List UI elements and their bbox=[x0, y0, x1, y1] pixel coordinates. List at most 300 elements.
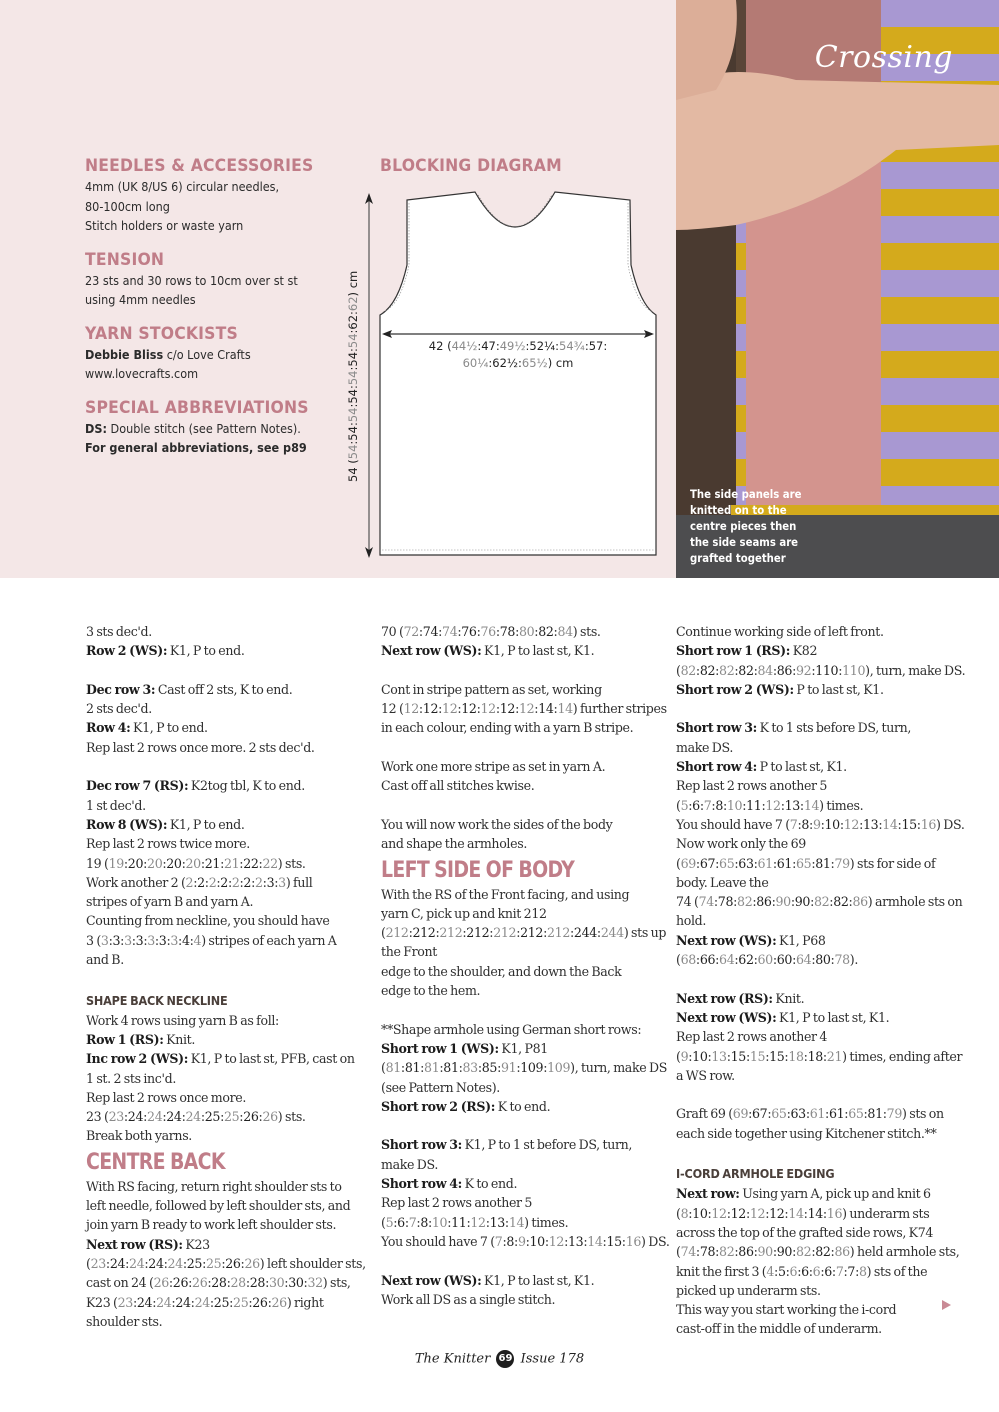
size-value: 80 bbox=[815, 952, 831, 968]
instruction-row bbox=[381, 1039, 671, 1097]
text-line: cast-off in the middle of underarm. bbox=[676, 1321, 882, 1337]
size-value: 62½ bbox=[492, 356, 519, 370]
row-label: Short row 2 (WS): bbox=[676, 681, 794, 697]
size-value: 86 bbox=[738, 1244, 754, 1260]
text-line: Work 4 rows using yarn B as foll: bbox=[86, 1012, 279, 1028]
size-value: 26 bbox=[192, 1275, 208, 1291]
size-value: 2 bbox=[185, 874, 194, 890]
text-line: Break both yarns. bbox=[86, 1128, 192, 1144]
size-value: 85 bbox=[481, 1060, 498, 1076]
size-line: 23 (23:24:24:24:24:25:25:26:26) sts. bbox=[86, 1109, 306, 1125]
continue-arrow-icon bbox=[942, 1300, 951, 1310]
size-value: 44½ bbox=[451, 339, 478, 353]
text-line: make DS. bbox=[381, 1156, 439, 1172]
size-line: Rep last 2 rows another 4 (9:10:13:15:15:15:18:18:21) times, ending after a WS row. bbox=[676, 1029, 963, 1083]
size-value: 6 bbox=[789, 1263, 798, 1279]
size-value: 7 bbox=[703, 797, 712, 813]
size-value: 61 bbox=[828, 1106, 845, 1122]
size-value: 4 bbox=[193, 932, 202, 948]
size-run: K1, P68 (68:66:64:62:60:60:64:80:78). bbox=[676, 932, 859, 968]
instructions-column-1 bbox=[86, 622, 376, 1331]
size-value: 60 bbox=[757, 952, 773, 968]
size-value: 110 bbox=[842, 662, 866, 678]
size-run: 6 (8:10:12:12:12:12:14:14:16) underarm sts across the top of the grafted side rows, bbox=[676, 1186, 931, 1240]
abbreviations-heading: SPECIAL ABBREVIATIONS bbox=[85, 397, 309, 418]
size-value: 69 bbox=[732, 1106, 749, 1122]
size-value: 10 bbox=[726, 797, 743, 813]
row-label: Short row 1 (RS): bbox=[676, 643, 791, 659]
width-measurement-line1: 42 (44½:47:49½:52¼:54¾:57: bbox=[428, 339, 608, 353]
size-value: 86 bbox=[834, 1244, 850, 1260]
size-value: 60 bbox=[776, 952, 793, 968]
size-value: 7 bbox=[494, 1233, 503, 1249]
size-value: 4 bbox=[766, 1263, 775, 1279]
size-value: 28 bbox=[230, 1275, 246, 1291]
size-value: 24 bbox=[147, 1109, 163, 1125]
size-value: 8 bbox=[680, 1205, 689, 1221]
text-line: Continue working side of left front. bbox=[676, 624, 884, 639]
size-line: Work another 2 (2:2:2:2:2:2:2:3:3) full bbox=[86, 874, 313, 890]
size-value: 10 bbox=[824, 816, 840, 832]
size-value: 65 bbox=[848, 1106, 864, 1122]
general-abbreviations-text: For general abbreviations, see p89 bbox=[85, 440, 307, 455]
size-value: 10 bbox=[529, 1233, 545, 1249]
size-value: 26 bbox=[243, 1109, 259, 1125]
size-value: 61 bbox=[809, 1106, 826, 1122]
text-line: Cast off all stitches kwise. bbox=[381, 778, 535, 794]
row-text: K1, P to last st, PFB, cast on bbox=[188, 1051, 355, 1067]
stockist-brand-line bbox=[85, 345, 310, 365]
magazine-name: The Knitter bbox=[414, 1351, 491, 1367]
size-value: 3 bbox=[100, 932, 109, 948]
row-label: Dec row 3: bbox=[86, 681, 156, 697]
size-value: 3 bbox=[170, 932, 179, 948]
row-text: P to last st, K1. bbox=[793, 681, 884, 697]
needles-block bbox=[85, 155, 335, 236]
size-value: 86 bbox=[776, 662, 793, 678]
size-value: 82 bbox=[795, 1244, 812, 1260]
size-value: 14 bbox=[803, 797, 820, 813]
size-value: 12 bbox=[403, 701, 419, 717]
size-value: 12 bbox=[765, 797, 781, 813]
size-value: 12 bbox=[730, 1205, 746, 1221]
size-value: 57 bbox=[588, 339, 604, 353]
size-line: 19 (19:20:20:20:20:21:21:22:22) sts. bbox=[86, 855, 306, 871]
row-label: Short row 4: bbox=[381, 1176, 462, 1192]
size-value: 54 bbox=[346, 370, 360, 386]
size-value: 14 bbox=[807, 1205, 823, 1221]
text-line: You will now work the sides of the body bbox=[381, 816, 613, 832]
size-line: Now work only the 69 (69:67:65:63:61:61:65:81:79) sts for side of body. Leave the bbox=[676, 836, 936, 890]
size-value: 14 bbox=[557, 701, 573, 717]
brand-name: Debbie Bliss bbox=[85, 346, 164, 362]
text-line: Work one more stripe as set in yarn A. bbox=[381, 759, 606, 775]
blocking-diagram bbox=[345, 185, 665, 565]
row-label: Row 4: bbox=[86, 720, 131, 736]
size-value: 24 bbox=[175, 1294, 191, 1310]
tension-line: using 4mm needles bbox=[85, 292, 196, 307]
size-value: 12 bbox=[442, 701, 458, 717]
size-value: 25 bbox=[205, 1255, 222, 1271]
text-line: and shape the armholes. bbox=[381, 836, 527, 852]
size-value: 81 bbox=[443, 1060, 459, 1076]
size-value: 13 bbox=[784, 797, 800, 813]
size-value: 86 bbox=[852, 894, 868, 910]
size-value: 24 bbox=[109, 1255, 126, 1271]
caption-line: centre pieces then bbox=[690, 519, 797, 533]
instruction-row bbox=[381, 1097, 671, 1116]
size-value: 49½ bbox=[499, 339, 526, 353]
info-panel bbox=[0, 0, 676, 578]
row-text: K1, P to end. bbox=[167, 643, 245, 659]
text-line: With the RS of the Front facing, and using bbox=[381, 886, 630, 902]
size-value: 67 bbox=[699, 855, 716, 871]
size-value: 25 bbox=[213, 1294, 230, 1310]
size-value: 2 bbox=[220, 874, 228, 890]
abbreviations-block bbox=[85, 397, 335, 458]
page-number-badge: 69 bbox=[496, 1350, 514, 1368]
row-label: Short row 3: bbox=[676, 720, 757, 736]
size-value: 10 bbox=[431, 1214, 448, 1230]
size-value: 9 bbox=[680, 1048, 689, 1064]
size-value: 81 bbox=[404, 1060, 421, 1076]
size-value: 6 bbox=[801, 1263, 809, 1279]
size-value: 84 bbox=[757, 662, 773, 678]
size-value: 15 bbox=[769, 1048, 785, 1064]
size-value: 7 bbox=[835, 1263, 844, 1279]
instruction-row bbox=[86, 776, 376, 795]
size-value: 6 bbox=[692, 797, 700, 813]
text-line: 2 sts dec'd. bbox=[86, 701, 152, 717]
materials-section bbox=[85, 155, 335, 471]
size-value: 212 bbox=[412, 925, 436, 941]
size-value: 80 bbox=[518, 624, 535, 639]
size-line: You should have 7 (7:8:9:10:12:13:14:15:16) DS. bbox=[381, 1233, 670, 1249]
size-value: 86 bbox=[756, 894, 772, 910]
pattern-title: Crossing bbox=[814, 40, 953, 75]
needles-line: 4mm (UK 8/US 6) circular needles, bbox=[85, 179, 280, 194]
size-value: 15 bbox=[749, 1048, 766, 1064]
caption-line: the side seams are bbox=[690, 535, 799, 549]
row-text: Cast off 2 sts, K to end. bbox=[155, 681, 293, 697]
size-value: 12 bbox=[480, 701, 496, 717]
size-value: 2 bbox=[208, 874, 217, 890]
text-line: stripes of yarn B and yarn A. bbox=[86, 894, 254, 910]
size-value: 12 bbox=[499, 701, 516, 717]
size-value: 3 bbox=[266, 874, 275, 890]
size-value: 65 bbox=[719, 855, 735, 871]
size-value: 90 bbox=[757, 1244, 773, 1260]
text-line: edge to the shoulder, and down the Back bbox=[381, 963, 622, 979]
row-label: Next row: bbox=[676, 1186, 740, 1202]
size-value: 14 bbox=[538, 701, 554, 717]
size-run: K82 (82:82:82:82:84:86:92:110:110), turn, make DS. bbox=[676, 643, 966, 678]
size-value: 8 bbox=[420, 1214, 428, 1230]
size-value: 69 bbox=[680, 855, 696, 871]
size-value: 25 bbox=[233, 1294, 249, 1310]
instruction-row bbox=[676, 641, 966, 680]
row-label: Inc row 2 (WS): bbox=[86, 1051, 189, 1067]
size-value: 24 bbox=[166, 1109, 182, 1125]
size-value: 4 bbox=[181, 932, 190, 948]
size-value: 14 bbox=[587, 1233, 603, 1249]
text-line: Rep last 2 rows once more. 2 sts dec'd. bbox=[86, 739, 315, 755]
size-value: 16 bbox=[625, 1233, 642, 1249]
row-text: Knit. bbox=[772, 990, 805, 1006]
text-line: Cont in stripe pattern as set, working bbox=[381, 681, 602, 697]
row-text: Using yarn A, pick up and knit bbox=[739, 1186, 921, 1202]
size-value: 26 bbox=[153, 1275, 169, 1291]
size-value: 26 bbox=[244, 1255, 260, 1271]
size-value: 9 bbox=[812, 816, 821, 832]
size-value: 74 bbox=[680, 1244, 696, 1260]
size-value: 12 bbox=[769, 1205, 785, 1221]
size-line: yarn C, pick up and knit 212 (212:212:212:212:212:212:212:244:244) sts up the Front bbox=[381, 905, 667, 960]
size-value: 14 bbox=[508, 1214, 525, 1230]
size-value: 52¼ bbox=[529, 339, 556, 353]
instruction-row bbox=[381, 1271, 671, 1290]
row-text: K1, P to 1 st before DS, turn, bbox=[461, 1137, 633, 1153]
size-value: 8 bbox=[858, 1263, 867, 1279]
size-value: 13 bbox=[567, 1233, 584, 1249]
size-value: 60¼ bbox=[462, 356, 489, 370]
row-label: Next row (WS): bbox=[381, 1272, 482, 1288]
size-value: 20 bbox=[166, 855, 182, 871]
size-value: 10 bbox=[692, 1205, 708, 1221]
size-value: 65 bbox=[771, 1106, 787, 1122]
tension-heading: TENSION bbox=[85, 249, 165, 270]
size-value: 82 bbox=[813, 894, 830, 910]
size-value: 3 bbox=[278, 874, 286, 890]
instruction-row bbox=[381, 641, 671, 660]
size-value: 20 bbox=[147, 855, 163, 871]
size-value: 12 bbox=[711, 1205, 727, 1221]
size-value: 16 bbox=[920, 816, 937, 832]
row-text: K to 1 sts before DS, turn, bbox=[756, 720, 912, 736]
size-value: 90 bbox=[775, 894, 791, 910]
size-value: 82 bbox=[738, 662, 754, 678]
size-value: 25 bbox=[186, 1255, 203, 1271]
stockist-url[interactable]: www.lovecrafts.com bbox=[85, 366, 199, 381]
size-value: 14 bbox=[788, 1205, 804, 1221]
size-value: 90 bbox=[794, 894, 811, 910]
size-value: 64 bbox=[719, 952, 735, 968]
row-label: Row 8 (WS): bbox=[86, 816, 168, 832]
instruction-row bbox=[381, 1174, 671, 1193]
width-measurement-line2: 60¼:62½:65½) cm bbox=[462, 356, 574, 370]
size-run: 24 (26:26:26:28:28:28:30:30:32) sts, bbox=[131, 1275, 351, 1291]
size-value: 212 bbox=[520, 925, 544, 941]
size-value: 82 bbox=[538, 624, 554, 639]
issue-number: Issue 178 bbox=[520, 1351, 585, 1367]
text-line: in each colour, ending with a yarn B stripe. bbox=[381, 720, 634, 736]
row-text: Knit. bbox=[163, 1031, 196, 1047]
size-value: 3 bbox=[135, 932, 144, 948]
size-value: 82 bbox=[719, 1244, 735, 1260]
text-line: 1 st. 2 sts inc'd. bbox=[86, 1070, 176, 1086]
size-value: 62 bbox=[346, 296, 360, 312]
size-value: 10 bbox=[692, 1048, 708, 1064]
size-value: 26 bbox=[262, 1109, 278, 1125]
size-value: 26 bbox=[271, 1294, 287, 1310]
size-value: 24 bbox=[194, 1294, 210, 1310]
size-value: 3 bbox=[147, 932, 155, 948]
size-value: 24 bbox=[127, 1109, 144, 1125]
vest-outline bbox=[380, 192, 656, 555]
ds-definition bbox=[85, 419, 310, 439]
tension-block bbox=[85, 249, 335, 310]
size-value: 12 bbox=[422, 701, 439, 717]
text-line: make DS. bbox=[676, 739, 734, 755]
size-value: 3 bbox=[112, 932, 121, 948]
size-value: 78 bbox=[699, 1244, 716, 1260]
size-value: 32 bbox=[307, 1275, 323, 1291]
size-line: You should have 7 (7:8:9:10:12:13:14:15:16) DS. bbox=[676, 816, 965, 832]
row-text: K2tog tbl, K to end. bbox=[188, 778, 305, 794]
size-value: 63 bbox=[738, 855, 754, 871]
text-line: This way you start working the i-cord bbox=[676, 1302, 897, 1318]
size-value: 21 bbox=[223, 855, 240, 871]
size-value: 2 bbox=[231, 874, 240, 890]
size-value: 19 bbox=[108, 855, 124, 871]
width-measurement bbox=[380, 338, 656, 372]
size-value: 12 bbox=[461, 701, 477, 717]
instruction-row bbox=[676, 989, 966, 1008]
size-value: 74 bbox=[442, 624, 458, 639]
size-value: 21 bbox=[204, 855, 221, 871]
row-label: Next row (WS): bbox=[676, 932, 777, 948]
size-value: 82 bbox=[680, 662, 696, 678]
row-text: P to last st, K1. bbox=[756, 759, 847, 775]
row-text: K to end. bbox=[495, 1098, 551, 1114]
needles-line: 80-100cm long bbox=[85, 198, 170, 214]
size-value: 91 bbox=[500, 1060, 517, 1076]
size-value: 23 bbox=[117, 1294, 133, 1310]
row-text: K1, P to last st, K1. bbox=[481, 1272, 595, 1288]
size-value: 244 bbox=[600, 925, 624, 941]
size-value: 11 bbox=[746, 797, 762, 813]
brand-suffix: c/o Love Crafts bbox=[163, 346, 251, 362]
size-value: 6 bbox=[397, 1214, 405, 1230]
size-value: 12 bbox=[749, 1205, 766, 1221]
size-value: 68 bbox=[680, 952, 696, 968]
row-label: Next row (RS): bbox=[86, 1236, 183, 1252]
instruction-row bbox=[86, 1049, 376, 1068]
size-run: K1, P81 (81:81:81:81:83:85:91:109:109), turn, make DS (see Pattern Notes). bbox=[381, 1040, 668, 1095]
row-label: Short row 1 (WS): bbox=[381, 1040, 499, 1056]
size-value: 24 bbox=[129, 1255, 145, 1271]
size-value: 8 bbox=[506, 1233, 515, 1249]
size-value: 28 bbox=[249, 1275, 266, 1291]
size-value: 54 bbox=[346, 444, 360, 460]
size-value: 20 bbox=[127, 855, 144, 871]
size-run: K23 (23:24:24:24:24:25:25:26:26) right shoulder sts. bbox=[86, 1294, 324, 1329]
size-value: 18 bbox=[788, 1048, 804, 1064]
size-value: 212 bbox=[385, 925, 409, 941]
size-value: 3 bbox=[158, 932, 167, 948]
row-label: Next row (RS): bbox=[676, 990, 773, 1006]
instruction-row bbox=[86, 1235, 376, 1331]
size-value: 76 bbox=[480, 624, 496, 639]
row-label: Short row 3: bbox=[381, 1137, 462, 1153]
text-line: With RS facing, return right shoulder sts to bbox=[86, 1178, 342, 1194]
size-value: 23 bbox=[108, 1109, 124, 1125]
size-value: 12 bbox=[470, 1214, 486, 1230]
size-run: K23 (23:24:24:24:24:25:25:26:26) left shoulder sts, cast on bbox=[86, 1236, 366, 1291]
instructions-column-3 bbox=[676, 622, 966, 1339]
text-line: Counting from neckline, you should have bbox=[86, 913, 330, 929]
size-line: Rep last 2 rows another 5 (5:6:7:8:10:11:12:13:14) times. bbox=[676, 778, 864, 813]
size-value: 65 bbox=[795, 855, 812, 871]
size-value: 78 bbox=[834, 952, 850, 968]
row-text: K1, P to last st, K1. bbox=[481, 643, 595, 659]
size-value: 67 bbox=[752, 1106, 768, 1122]
size-value: 109 bbox=[547, 1060, 571, 1076]
instruction-row bbox=[86, 1030, 376, 1049]
size-value: 81 bbox=[385, 1060, 401, 1076]
size-value: 79 bbox=[834, 855, 850, 871]
size-value: 244 bbox=[573, 925, 597, 941]
garment-photo bbox=[676, 0, 999, 578]
size-value: 15 bbox=[730, 1048, 746, 1064]
tension-line: 23 sts and 30 rows to 10cm over st st bbox=[85, 272, 298, 288]
size-value: 64 bbox=[795, 952, 812, 968]
size-value: 15 bbox=[606, 1233, 622, 1249]
text-line: 1 st dec'd. bbox=[86, 797, 146, 813]
row-label: Next row (WS): bbox=[676, 1009, 777, 1025]
row-text: K to end. bbox=[461, 1176, 518, 1192]
size-value: 81 bbox=[867, 1106, 883, 1122]
size-value: 24 bbox=[148, 1255, 164, 1271]
instruction-row bbox=[86, 815, 376, 834]
size-value: 61 bbox=[757, 855, 773, 871]
page-footer bbox=[0, 1350, 999, 1368]
text-line: left needle, followed by left shoulder sts, and bbox=[86, 1198, 351, 1214]
size-value: 54 bbox=[346, 407, 360, 423]
size-value: 13 bbox=[862, 816, 879, 832]
size-value: 22 bbox=[243, 855, 259, 871]
caption-line: knitted on to the bbox=[690, 503, 787, 517]
text-line: Work all DS as a single stitch. bbox=[381, 1291, 556, 1307]
size-value: 8 bbox=[801, 816, 810, 832]
size-value: 76 bbox=[461, 624, 477, 639]
size-value: 79 bbox=[886, 1106, 902, 1122]
row-label: Dec row 7 (RS): bbox=[86, 778, 189, 794]
size-value: 24 bbox=[156, 1294, 172, 1310]
row-label: Short row 2 (RS): bbox=[381, 1098, 496, 1114]
row-label: Next row (WS): bbox=[381, 643, 482, 659]
text-line: Rep last 2 rows twice more. bbox=[86, 836, 250, 852]
size-value: 212 bbox=[466, 925, 490, 941]
instruction-row bbox=[676, 1008, 966, 1027]
size-value: 90 bbox=[776, 1244, 793, 1260]
row-text: K1, P to end. bbox=[130, 720, 208, 736]
needles-heading: NEEDLES & ACCESSORIES bbox=[85, 156, 314, 176]
size-value: 110 bbox=[815, 662, 839, 678]
row-label: Row 2 (WS): bbox=[86, 643, 168, 659]
text-line: **Shape armhole using German short rows: bbox=[381, 1021, 642, 1037]
stockists-heading: YARN STOCKISTS bbox=[85, 323, 238, 344]
size-value: 74 bbox=[422, 624, 439, 639]
size-value: 63 bbox=[790, 1106, 806, 1122]
size-run: K74 (74:78:82:86:90:90:82:82:86) held armhole sts, knit the first 3 bbox=[676, 1224, 960, 1279]
size-value: 82 bbox=[719, 662, 735, 678]
needles-line: Stitch holders or waste yarn bbox=[85, 218, 244, 233]
size-value: 54 bbox=[346, 426, 360, 441]
size-value: 82 bbox=[833, 894, 849, 910]
photo-caption bbox=[690, 486, 802, 566]
instruction-row bbox=[676, 757, 966, 776]
